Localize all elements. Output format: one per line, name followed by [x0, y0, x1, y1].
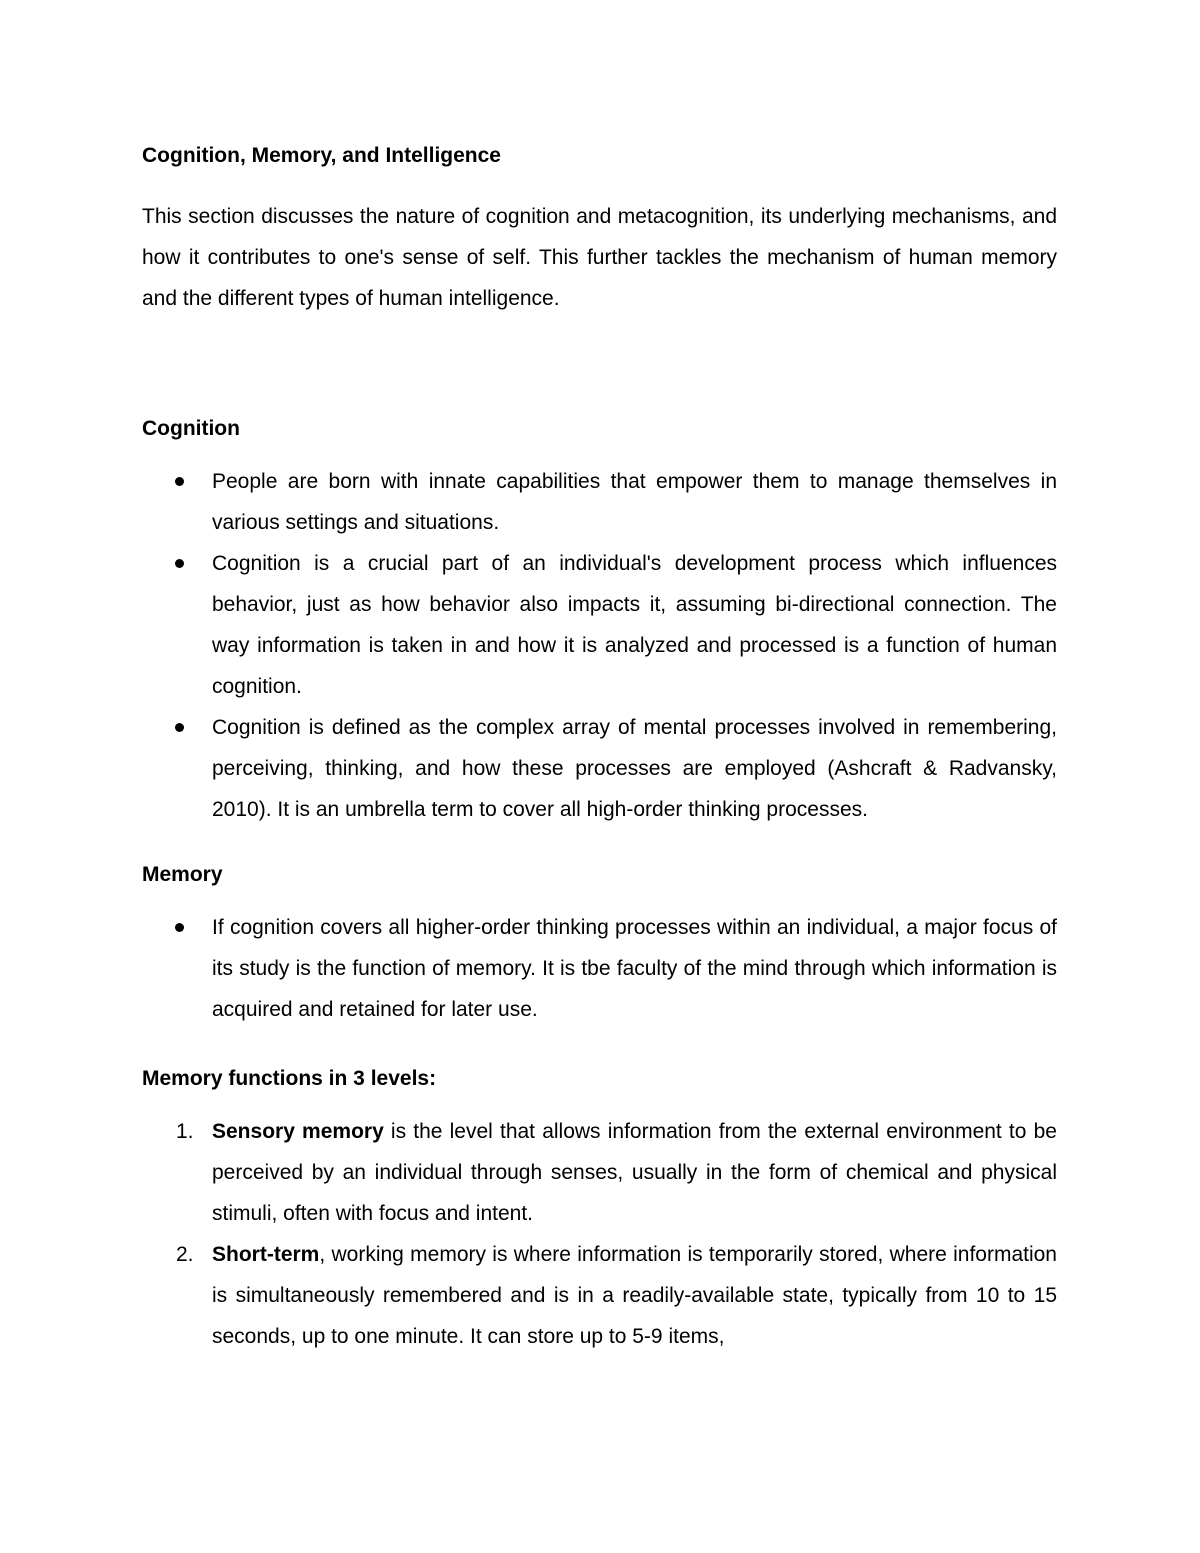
- list-item-text: Cognition is a crucial part of an individual's development process which influences behavior, just as how behavior also impacts it, assuming bi-directional connection. The way information is taken in and how it is analyzed and processed is a function of human cognition.: [212, 552, 1057, 698]
- level-term: Short-term: [212, 1243, 320, 1266]
- bullet-icon: [175, 477, 184, 486]
- document-page: [142, 140, 1057, 1357]
- list-item: [142, 1234, 1057, 1357]
- list-item: [142, 907, 1057, 1030]
- memory-levels-list: [142, 1111, 1057, 1357]
- level-text: is the level that allows information from the external environment to be perceived by an individual through senses, usually in the form of chemical and physical stimuli, often with focus and intent.: [212, 1120, 1057, 1225]
- bullet-icon: [175, 559, 184, 568]
- list-number: 2.: [176, 1243, 194, 1266]
- list-item: [142, 461, 1057, 543]
- list-item-text: Cognition is defined as the complex array of mental processes involved in remembering, perceiving, thinking, and how these processes are employed (Ashcraft & Radvansky, 2010). It is an umbrella term to cover all high-order thinking processes.: [212, 716, 1057, 821]
- level-term: Sensory memory: [212, 1120, 384, 1143]
- memory-levels-heading: Memory functions in 3 levels:: [142, 1067, 437, 1090]
- list-item-text: If cognition covers all higher-order thinking processes within an individual, a major focus of its study is the function of memory. It is tbe faculty of the mind through which information is acquired and retained for later use.: [212, 916, 1057, 1021]
- list-item-text: People are born with innate capabilities that empower them to manage themselves in various settings and situations.: [212, 470, 1057, 534]
- level-text: , working memory is where information is temporarily stored, where information is simultaneously remembered and is in a readily-available state, typically from 10 to 15 seconds, up to one minute. It can store up to 5-9 items,: [212, 1243, 1057, 1348]
- list-item: [142, 543, 1057, 707]
- document-title: Cognition, Memory, and Intelligence: [142, 144, 501, 167]
- list-item: [142, 1111, 1057, 1234]
- list-number: 1.: [176, 1120, 194, 1143]
- memory-list: [142, 907, 1057, 1030]
- bullet-icon: [175, 723, 184, 732]
- bullet-icon: [175, 923, 184, 932]
- cognition-heading: Cognition: [142, 417, 240, 440]
- intro-paragraph: This section discusses the nature of cognition and metacognition, its underlying mechanisms, and how it contributes to one's sense of self. This further tackles the mechanism of human memory and the different types of human intelligence.: [142, 205, 1057, 310]
- cognition-list: [142, 461, 1057, 830]
- list-item: [142, 707, 1057, 830]
- memory-heading: Memory: [142, 863, 223, 886]
